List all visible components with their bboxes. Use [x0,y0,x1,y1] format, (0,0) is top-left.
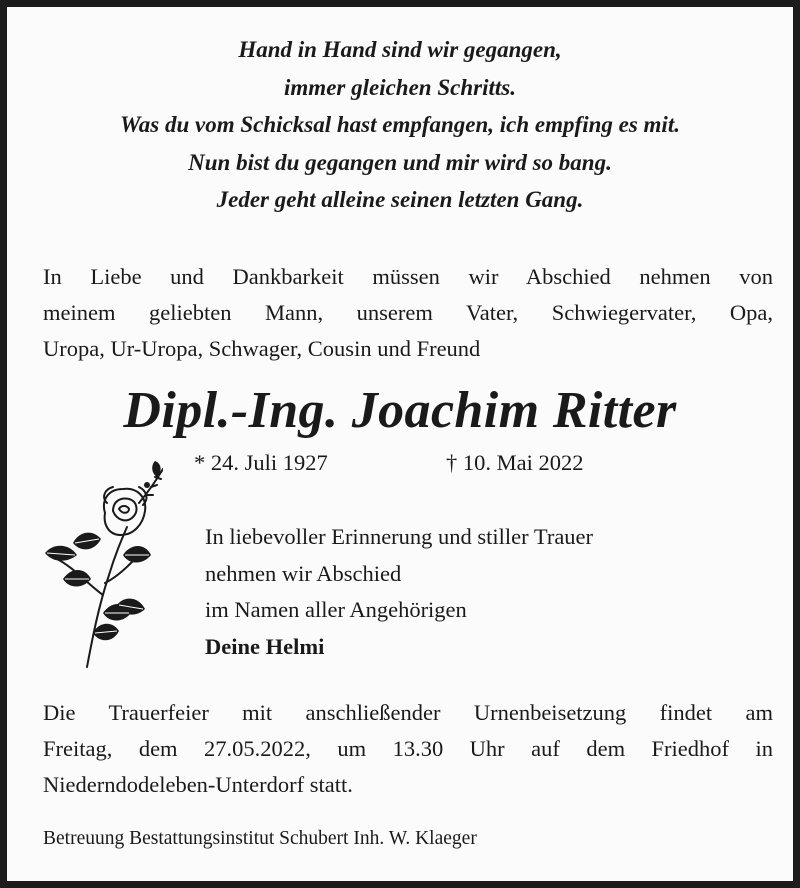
death-date: † 10. Mai 2022 [446,450,584,475]
intro-paragraph [43,259,773,367]
signature: Deine Helmi [205,633,325,659]
intro-line: Uropa, Ur-Uropa, Schwager, Cousin und Freund [43,336,481,361]
ceremony-line: Die Trauerfeier mit anschließender Urnenbeisetzung findet am [43,700,773,725]
ceremony-paragraph [43,695,773,803]
undertaker-credit: Betreuung Bestattungsinstitut Schubert Inh. W. Klaeger [43,828,477,849]
rose-icon [43,455,163,671]
mourning-text [205,519,593,665]
poem-line: immer gleichen Schritts. [284,74,516,100]
poem-line: Was du vom Schicksal hast empfangen, ich empfing es mit. [120,112,680,137]
mourning-line: im Namen aller Angehörigen [205,597,467,622]
poem-line: Hand in Hand sind wir gegangen, [238,37,562,62]
mourning-line: In liebevoller Erinnerung und stiller Trauer [205,524,594,549]
poem-line: Nun bist du gegangen und mir wird so bang. [188,149,612,175]
ceremony-line: Niederndodeleben-Unterdorf statt. [43,772,353,797]
deceased-name: Dipl.-Ing. Joachim Ritter [123,382,677,439]
poem-line: Jeder geht alleine seinen letzten Gang. [216,187,584,212]
intro-line: meinem geliebten Mann, unserem Vater, Schwiegervater, Opa, [43,300,773,325]
intro-line: In Liebe und Dankbarkeit müssen wir Abschied nehmen von [43,264,773,289]
ceremony-line: Freitag, dem 27.05.2022, um 13.30 Uhr auf dem Friedhof in [43,736,773,761]
birth-date: * 24. Juli 1927 [194,450,328,475]
mourning-line: nehmen wir Abschied [205,560,402,586]
poem [21,31,779,219]
